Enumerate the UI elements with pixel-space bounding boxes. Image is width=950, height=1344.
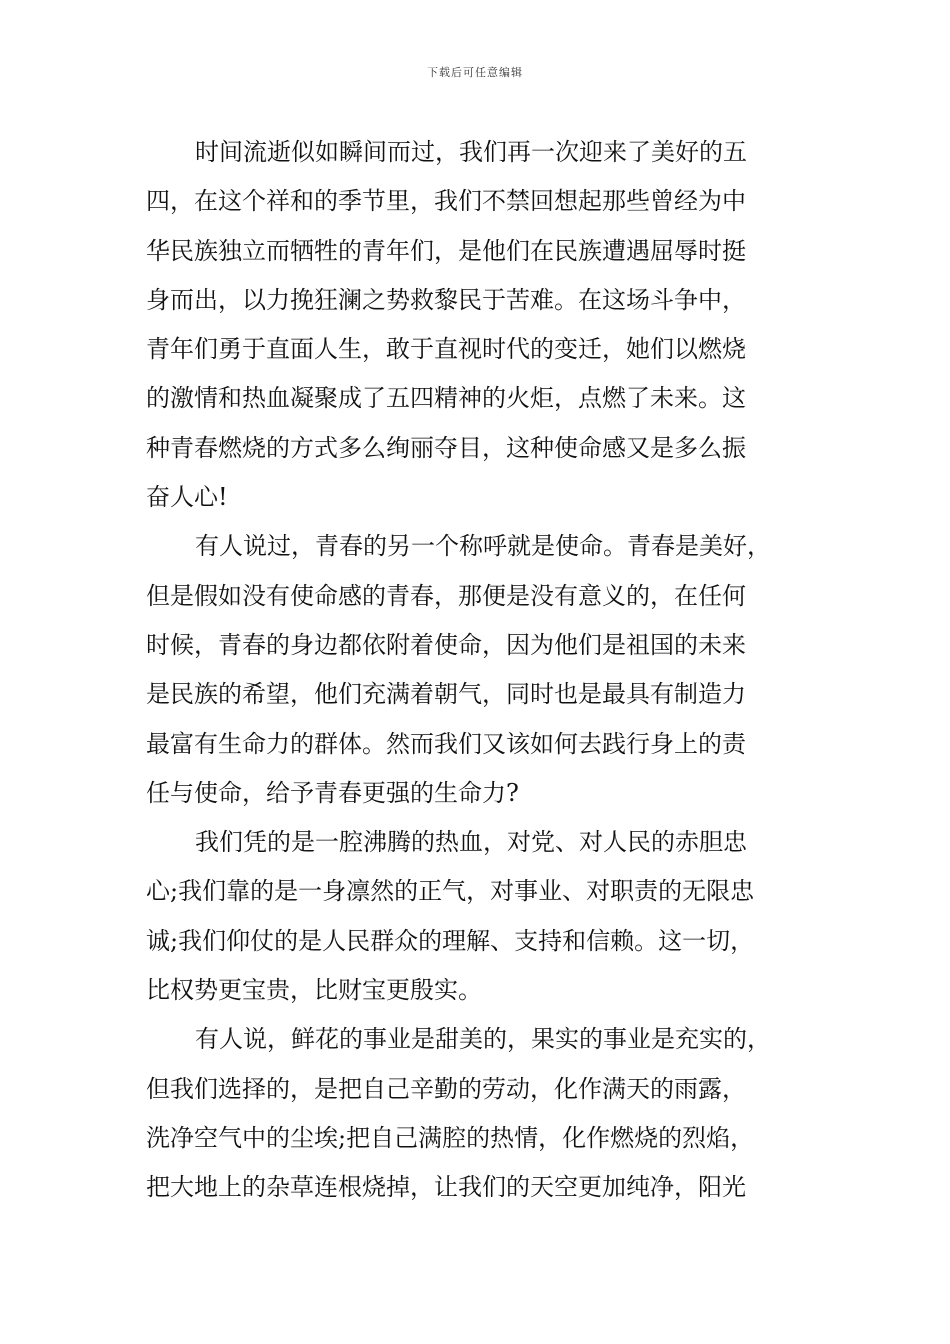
text-line: 有人说，鲜花的事业是甜美的，果实的事业是充实的， [195,1025,771,1054]
text-line: 任与使命，给予青春更强的生命力? [146,778,519,807]
document-body [146,128,836,1213]
text-line: 奋人心! [146,483,228,512]
text-line: 把大地上的杂草连根烧掉，让我们的天空更加纯净，阳光 [146,1173,746,1202]
text-line: 诚;我们仰仗的是人民群众的理解、支持和信赖。这一切， [146,926,755,955]
paragraph [146,818,836,1015]
paragraph [146,128,836,522]
text-line: 种青春燃烧的方式多么绚丽夺目，这种使命感又是多么振 [146,433,746,462]
text-line: 洗净空气中的尘埃;把自己满腔的热情，化作燃烧的烈焰， [146,1123,755,1152]
paragraph [146,522,836,818]
text-line: 华民族独立而牺牲的青年们，是他们在民族遭遇屈辱时挺 [146,236,746,265]
text-line: 最富有生命力的群体。然而我们又该如何去践行身上的责 [146,729,746,758]
text-line: 四，在这个祥和的季节里，我们不禁回想起那些曾经为中 [146,187,746,216]
text-line: 我们凭的是一腔沸腾的热血，对党、对人民的赤胆忠 [195,828,747,857]
text-line: 心;我们靠的是一身凛然的正气，对事业、对职责的无限忠 [146,877,755,906]
text-line: 时候，青春的身边都依附着使命，因为他们是祖国的未来 [146,630,746,659]
text-line: 有人说过，青春的另一个称呼就是使命。青春是美好， [195,532,771,561]
text-line: 比权势更宝贵，比财宝更殷实。 [146,976,482,1005]
text-line: 是民族的希望，他们充满着朝气，同时也是最具有制造力 [146,680,746,709]
text-line: 的激情和热血凝聚成了五四精神的火炬，点燃了未来。这 [146,384,746,413]
text-line: 但我们选择的，是把自己辛勤的劳动，化作满天的雨露， [146,1074,746,1103]
paragraph [146,1015,836,1212]
text-line: 身而出，以力挽狂澜之势救黎民于苦难。在这场斗争中， [146,285,746,314]
text-line: 但是假如没有使命感的青春，那便是没有意义的，在任何 [146,581,746,610]
text-line: 青年们勇于直面人生，敢于直视时代的变迁，她们以燃烧 [146,335,746,364]
page-header: 下载后可任意编辑 [427,66,523,79]
text-line: 时间流逝似如瞬间而过，我们再一次迎来了美好的五 [195,138,747,166]
